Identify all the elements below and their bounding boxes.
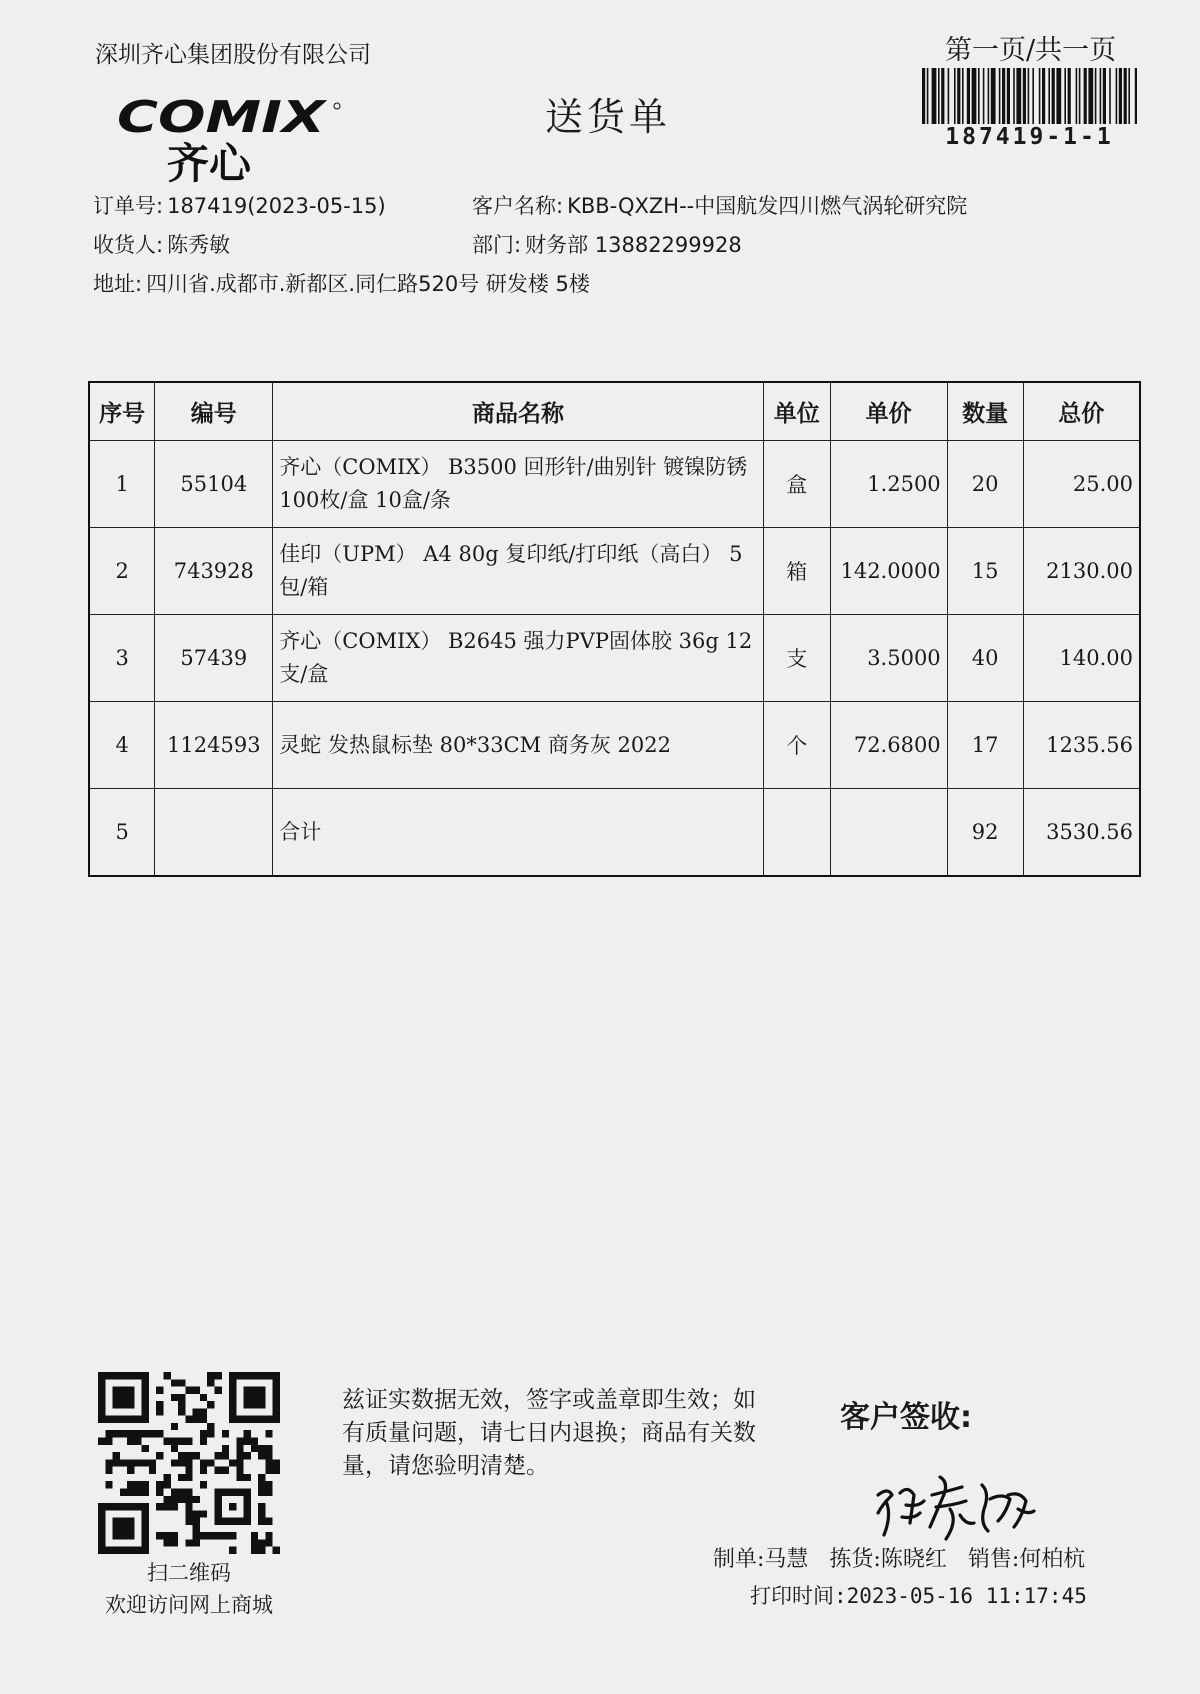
- cell-price: 3.5000: [830, 615, 947, 702]
- cell-code: 1124593: [155, 702, 273, 789]
- header-unit: 单位: [763, 382, 830, 441]
- receiver: 收货人: 陈秀敏: [93, 233, 231, 257]
- cell-unit: 盒: [763, 441, 830, 528]
- barcode-number: 187419-1-1: [945, 124, 1114, 150]
- cell-name: 合计: [273, 789, 764, 877]
- header-code: 编号: [155, 382, 273, 441]
- cell-price: 72.6800: [830, 702, 947, 789]
- cell-unit: 箱: [763, 528, 830, 615]
- logo-text-cn: 齐心: [167, 139, 252, 184]
- cell-seq: 1: [89, 441, 155, 528]
- header-seq: 序号: [89, 382, 155, 441]
- cell-name: 佳印（UPM） A4 80g 复印纸/打印纸（高白） 5包/箱: [273, 528, 764, 615]
- header-name: 商品名称: [273, 382, 764, 441]
- qr-code: [98, 1372, 280, 1554]
- cell-seq: 2: [89, 528, 155, 615]
- barcode: [922, 68, 1137, 124]
- qr-caption-line-2: 欢迎访问网上商城: [105, 1592, 273, 1617]
- qr-caption: [70, 1558, 308, 1621]
- cell-name: 灵蛇 发热鼠标垫 80*33CM 商务灰 2022: [273, 702, 764, 789]
- table-row: [89, 528, 1140, 615]
- table-header-row: [89, 382, 1140, 441]
- cell-total: 2130.00: [1023, 528, 1140, 615]
- handwritten-signature: [870, 1465, 1040, 1550]
- company-name: 深圳齐心集团股份有限公司: [95, 42, 371, 68]
- cell-total: 3530.56: [1023, 789, 1140, 877]
- maker: 制单:马慧: [713, 1547, 809, 1572]
- logo-text-en: COMIX: [117, 92, 328, 143]
- cell-seq: 3: [89, 615, 155, 702]
- cell-qty: 92: [947, 789, 1023, 877]
- customer-name: 客户名称: KBB-QXZH--中国航发四川燃气涡轮研究院: [472, 194, 968, 218]
- cell-total: 25.00: [1023, 441, 1140, 528]
- cell-code: 57439: [155, 615, 273, 702]
- customer-sign-label: 客户签收:: [840, 1400, 972, 1435]
- cell-price: 142.0000: [830, 528, 947, 615]
- department: 部门: 财务部 13882299928: [472, 233, 742, 257]
- notice-text: 兹证实数据无效，签字或盖章即生效；如有质量问题，请七日内退换；商品有关数量，请您验明清楚。: [342, 1387, 756, 1479]
- header-total: 总价: [1023, 382, 1140, 441]
- cell-code: [155, 789, 273, 877]
- cell-unit: [763, 789, 830, 877]
- cell-total: 1235.56: [1023, 702, 1140, 789]
- picker: 拣货:陈晓红: [829, 1547, 947, 1572]
- qr-caption-line-1: 扫二维码: [147, 1561, 231, 1585]
- page-indicator: 第一页/共一页: [945, 35, 1117, 66]
- cell-name: 齐心（COMIX） B3500 回形针/曲别针 镀镍防锈100枚/盒 10盒/条: [273, 441, 764, 528]
- document-title: 送货单: [545, 95, 672, 139]
- cell-code: 55104: [155, 441, 273, 528]
- cell-unit: 个: [763, 702, 830, 789]
- cell-qty: 17: [947, 702, 1023, 789]
- items-table: [88, 381, 1141, 877]
- cell-price: 1.2500: [830, 441, 947, 528]
- table-row-total: [89, 789, 1140, 877]
- address: 地址: 四川省.成都市.新都区.同仁路520号 研发楼 5楼: [93, 272, 590, 296]
- header-qty: 数量: [947, 382, 1023, 441]
- comix-logo: [115, 92, 350, 184]
- table-row: [89, 441, 1140, 528]
- staff-info: [713, 1542, 1099, 1573]
- table-row: [89, 702, 1140, 789]
- table-row: [89, 615, 1140, 702]
- cell-unit: 支: [763, 615, 830, 702]
- cell-qty: 20: [947, 441, 1023, 528]
- sales: 销售:何柏杭: [967, 1547, 1086, 1572]
- cell-qty: 15: [947, 528, 1023, 615]
- print-time: 打印时间:2023-05-16 11:17:45: [750, 1584, 1087, 1608]
- cell-price: [830, 789, 947, 877]
- cell-qty: 40: [947, 615, 1023, 702]
- cell-total: 140.00: [1023, 615, 1140, 702]
- order-number: 订单号: 187419(2023-05-15): [93, 194, 386, 218]
- header-price: 单价: [830, 382, 947, 441]
- cell-name: 齐心（COMIX） B2645 强力PVP固体胶 36g 12支/盒: [273, 615, 764, 702]
- cell-seq: 5: [89, 789, 155, 877]
- cell-seq: 4: [89, 702, 155, 789]
- cell-code: 743928: [155, 528, 273, 615]
